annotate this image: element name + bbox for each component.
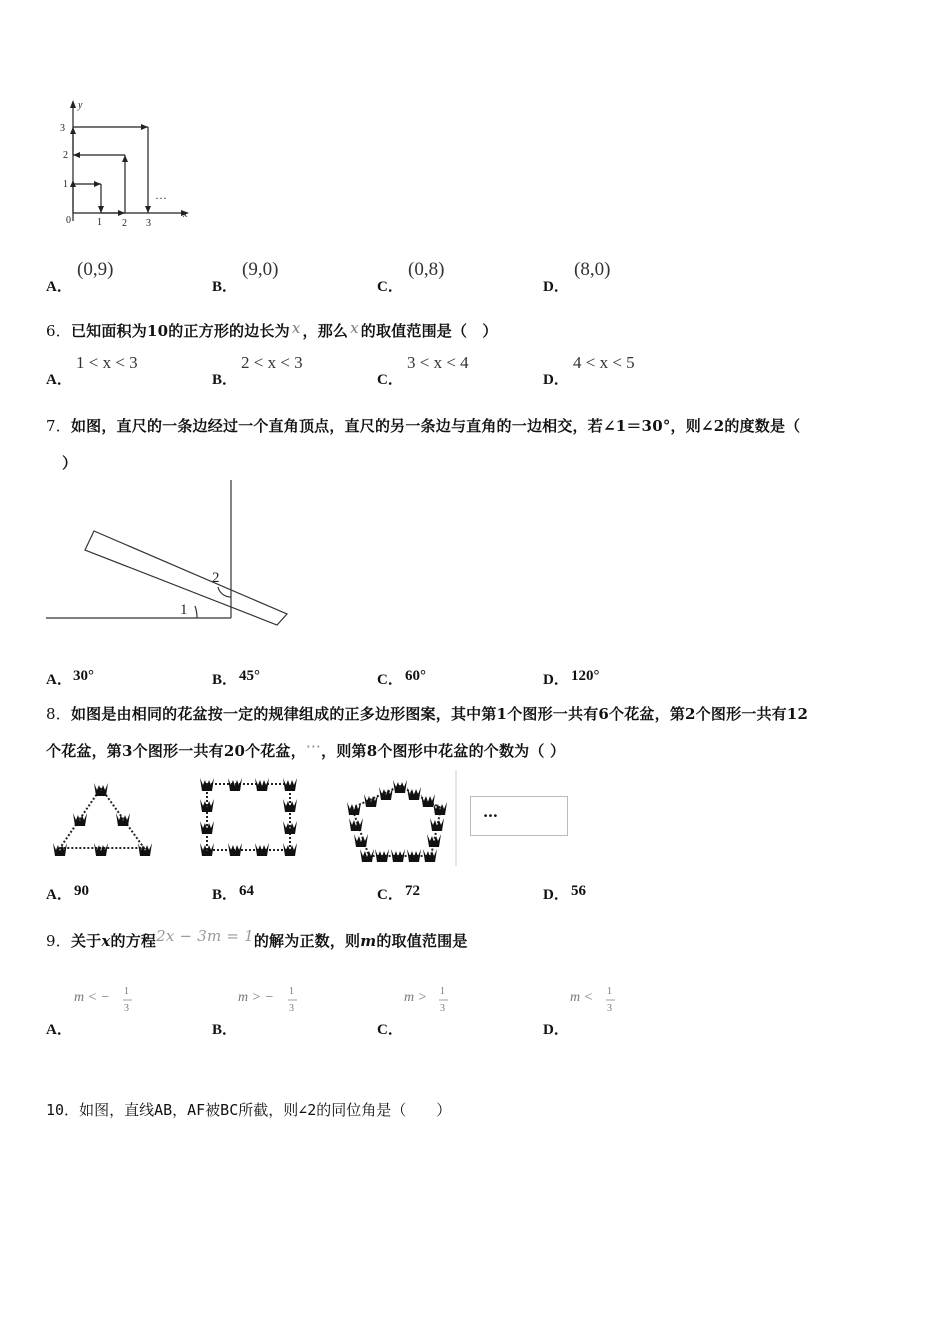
q8-option-a-label[interactable]: A． (46, 887, 72, 903)
q10-text: 如图，直线AB，AF被BC所截，则∠2的同位角是（ ） (79, 1101, 452, 1119)
q9-text-a: 关于 (70, 932, 102, 950)
q8-text-2b: ，则第8个图形中花盆的个数为（ ） (321, 742, 566, 760)
q9-option-a-value: m < − (74, 990, 111, 1005)
q9-text-c: 的解为正数，则 (253, 932, 361, 950)
q7-option-d-label[interactable]: D． (543, 672, 569, 688)
q9-option-d-frac-den: 3 (607, 1003, 612, 1014)
q5-option-b-value: (9,0) (242, 259, 279, 280)
q9-option-c-frac-den: 3 (440, 1003, 445, 1014)
q5-option-d-value: (8,0) (574, 259, 611, 280)
q9-option-a-frac-den: 3 (124, 1003, 129, 1014)
q9-option-b-value: m > − (238, 990, 275, 1005)
q6-var-x: x (291, 319, 301, 337)
q6-option-d-label[interactable]: D． (543, 372, 569, 388)
q5-option-b-label[interactable]: B． (212, 279, 238, 295)
q10-stem (46, 1099, 451, 1120)
q6-var-x2: x (350, 319, 359, 337)
q6-option-b-label[interactable]: B． (212, 372, 238, 388)
x-axis-label: x (183, 209, 188, 220)
q9-option-a-label[interactable]: A． (46, 1022, 72, 1038)
x-tick-2: 2 (122, 218, 127, 229)
q9-equation: 2x − 3m = 1 (156, 927, 254, 945)
y-axis-label: y (78, 100, 83, 111)
q7-option-b-value: 45° (239, 668, 260, 684)
graph-ellipsis: … (155, 188, 167, 202)
q7-option-d-value: 120° (571, 668, 600, 684)
q6-option-c-label[interactable]: C． (377, 372, 403, 388)
q9-option-a-frac-num: 1 (124, 986, 129, 997)
q8-text-1: 如图是由相同的花盆按一定的规律组成的正多边形图案，其中第1个图形一共有6个花盆，第2个图形一共有12 (70, 705, 809, 723)
flowerpot-patterns-figure (44, 768, 464, 868)
q9-text-b: 的方程 (110, 932, 157, 950)
q8-option-a-value: 90 (74, 883, 89, 899)
q8-option-b-label[interactable]: B． (212, 887, 238, 903)
q9-option-c-label[interactable]: C． (377, 1022, 403, 1038)
q8-option-d-label[interactable]: D． (543, 887, 569, 903)
q5-option-a-label[interactable]: A． (46, 279, 72, 295)
q7-number: 7． (46, 417, 71, 435)
q6-option-c-value: 3 < x < 4 (407, 353, 469, 372)
y-tick-3: 3 (60, 123, 65, 134)
spiral-path-graph (55, 96, 195, 231)
q9-stem (46, 927, 468, 951)
q9-option-b-frac-den: 3 (289, 1003, 294, 1014)
q6-stem (46, 320, 498, 341)
q6-option-a-value: 1 < x < 3 (76, 353, 138, 372)
q9-var-m: m (360, 932, 377, 950)
q9-option-b-frac-num: 1 (289, 986, 294, 997)
q7-option-a-label[interactable]: A． (46, 672, 72, 688)
q9-option-d-label[interactable]: D． (543, 1022, 569, 1038)
angle-2-label: 2 (212, 570, 220, 586)
q6-number: 6． (46, 322, 71, 340)
q5-option-c-label[interactable]: C． (377, 279, 403, 295)
continuation-box (470, 796, 568, 836)
q6-option-d-value: 4 < x < 5 (573, 353, 635, 372)
q9-number: 9． (46, 932, 71, 950)
q8-stem-line1 (46, 703, 808, 724)
ruler-right-angle-figure (44, 478, 294, 628)
q8-option-c-label[interactable]: C． (377, 887, 403, 903)
continuation-dots: … (483, 803, 498, 821)
q8-text-2a: 个花盆，第3个图形一共有20个花盆， (46, 742, 306, 760)
y-tick-1: 1 (63, 179, 68, 190)
q9-option-d-value: m < (570, 990, 594, 1005)
q8-stem-line2 (46, 737, 566, 761)
angle-1-label: 1 (180, 602, 188, 618)
x-tick-1: 1 (97, 217, 102, 228)
q5-option-d-label[interactable]: D． (543, 279, 569, 295)
q5-option-c-value: (0,8) (408, 259, 445, 280)
q7-option-a-value: 30° (73, 668, 94, 684)
q7-option-c-value: 60° (405, 668, 426, 684)
q6-option-b-value: 2 < x < 3 (241, 353, 303, 372)
q6-text-a: 已知面积为10的正方形的边长为 (70, 322, 290, 340)
q9-var-x: x (101, 932, 111, 950)
q10-number: 10． (46, 1101, 80, 1119)
q8-option-c-value: 72 (405, 883, 420, 899)
q9-option-c-value: m > (404, 990, 428, 1005)
q8-option-b-value: 64 (239, 883, 254, 899)
x-tick-0: 0 (66, 215, 71, 226)
q7-text-close: ） (62, 454, 78, 472)
q6-text-b: ，那么 (302, 322, 349, 340)
q9-option-b-label[interactable]: B． (212, 1022, 238, 1038)
q7-stem-line2 (62, 452, 77, 473)
q8-option-d-value: 56 (571, 883, 586, 899)
q8-dots: ⋯ (305, 737, 322, 755)
x-tick-3: 3 (146, 218, 151, 229)
q6-text-c: 的取值范围是（ ） (360, 322, 498, 340)
q9-text-d: 的取值范围是 (376, 932, 468, 950)
q5-option-a-value: (0,9) (77, 259, 114, 280)
q9-option-d-frac-num: 1 (607, 986, 612, 997)
q8-number: 8． (46, 705, 71, 723)
q9-option-c-frac-num: 1 (440, 986, 445, 997)
q7-stem-line1 (46, 415, 800, 436)
q6-option-a-label[interactable]: A． (46, 372, 72, 388)
y-tick-2: 2 (63, 150, 68, 161)
q7-option-b-label[interactable]: B． (212, 672, 238, 688)
q7-option-c-label[interactable]: C． (377, 672, 403, 688)
q7-text: 如图，直尺的一条边经过一个直角顶点，直尺的另一条边与直角的一边相交，若∠1＝30°，则∠2的度数是（ (70, 417, 801, 435)
